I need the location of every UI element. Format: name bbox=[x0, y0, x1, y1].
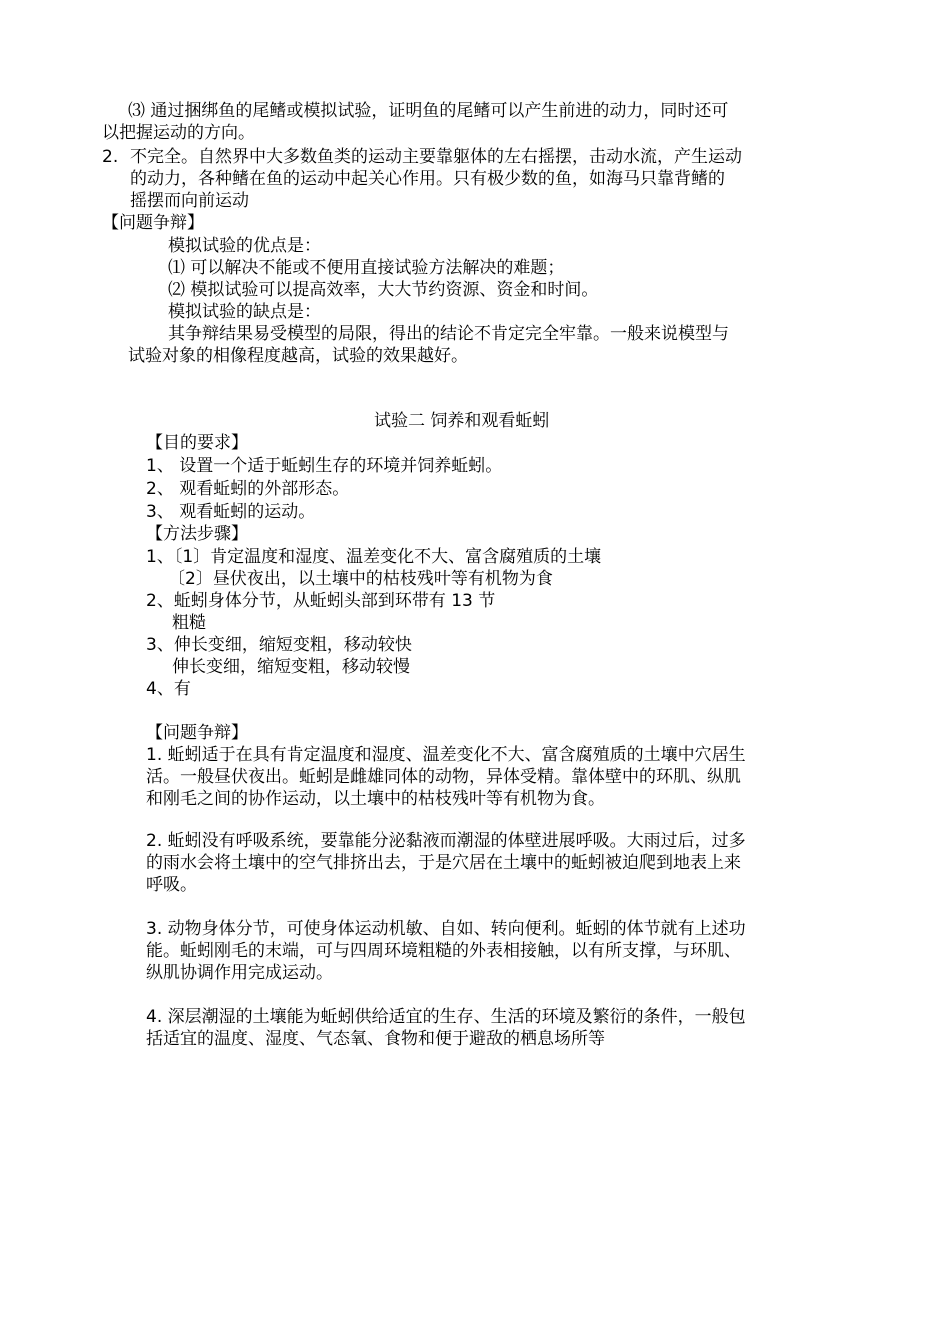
answer-4-line: 括适宜的温度、湿度、气态氧、食物和便于避敌的栖息场所等 bbox=[146, 1029, 605, 1049]
item2-line-3: 摇摆而向前运动 bbox=[130, 191, 249, 211]
item2-number: 2. bbox=[102, 147, 119, 167]
answer-2-line: 的雨水会将土壤中的空气排挤出去，于是穴居在土壤中的蚯蚓被迫爬到地表上来 bbox=[146, 853, 741, 873]
answer-1-line: 和刚毛之间的协作运动，以土壤中的枯枝残叶等有机物为食。 bbox=[146, 789, 605, 809]
advantage-2: ⑵ 模拟试验可以提高效率，大大节约资源、资金和时间。 bbox=[168, 280, 599, 300]
purpose-heading: 【目的要求】 bbox=[146, 433, 248, 453]
method-item: 2、蚯蚓身体分节，从蚯蚓头部到环带有 13 节 bbox=[146, 591, 496, 611]
method-item: 粗糙 bbox=[172, 613, 206, 633]
answer-2-line: 呼吸。 bbox=[146, 875, 197, 895]
answer-3-line: 纵肌协调作用完成运动。 bbox=[146, 963, 333, 983]
advantage-1: ⑴ 可以解决不能或不便用直接试验方法解决的难题； bbox=[168, 258, 565, 278]
answer-1-line: 1. 蚯蚓适于在具有肯定温度和湿度、温差变化不大、富含腐殖质的土壤中穴居生 bbox=[146, 745, 746, 765]
purpose-item: 3、 观看蚯蚓的运动。 bbox=[146, 502, 316, 522]
debate-heading-1: 【问题争辩】 bbox=[102, 213, 204, 233]
method-item: 伸长变细，缩短变粗，移动较慢 bbox=[172, 657, 410, 677]
answer-3-line: 能。蚯蚓刚毛的末端，可与四周环境粗糙的外表相接触，以有所支撑，与环肌、 bbox=[146, 941, 741, 961]
item3-line-1: ⑶ 通过捆绑鱼的尾鳍或模拟试验，证明鱼的尾鳍可以产生前进的动力，同时还可 bbox=[128, 101, 729, 121]
purpose-item: 1、 设置一个适于蚯蚓生存的环境并饲养蚯蚓。 bbox=[146, 456, 503, 476]
disadvantage-line-1: 其争辩结果易受模型的局限，得出的结论不肯定完全牢靠。一般来说模型与 bbox=[168, 324, 729, 344]
disadvantage-line-2: 试验对象的相像程度越高，试验的效果越好。 bbox=[128, 346, 468, 366]
method-heading: 【方法步骤】 bbox=[146, 524, 248, 544]
disadvantages-title: 模拟试验的缺点是： bbox=[168, 302, 321, 322]
debate-heading-2: 【问题争辩】 bbox=[146, 723, 248, 743]
item3-line-2: 以把握运动的方向。 bbox=[102, 123, 255, 143]
item2-line-1: 不完全。自然界中大多数鱼类的运动主要靠躯体的左右摇摆，击动水流，产生运动 bbox=[130, 147, 742, 167]
method-item: 1、〔1〕肯定温度和湿度、温差变化不大、富含腐殖质的土壤 bbox=[146, 547, 602, 567]
advantages-title: 模拟试验的优点是： bbox=[168, 236, 321, 256]
answer-2-line: 2. 蚯蚓没有呼吸系统，要靠能分泌黏液而潮湿的体壁进展呼吸。大雨过后，过多 bbox=[146, 831, 746, 851]
answer-4-line: 4. 深层潮湿的土壤能为蚯蚓供给适宜的生存、生活的环境及繁衍的条件，一般包 bbox=[146, 1007, 746, 1027]
method-item: 〔2〕昼伏夜出，以土壤中的枯枝残叶等有机物为食 bbox=[168, 569, 553, 589]
item2-line-2: 的动力，各种鳍在鱼的运动中起关心作用。只有极少数的鱼，如海马只靠背鳍的 bbox=[130, 169, 725, 189]
purpose-item: 2、 观看蚯蚓的外部形态。 bbox=[146, 479, 350, 499]
answer-3-line: 3. 动物身体分节，可使身体运动机敏、自如、转向便利。蚯蚓的体节就有上述功 bbox=[146, 919, 746, 939]
answer-1-line: 活。一般昼伏夜出。蚯蚓是雌雄同体的动物，异体受精。靠体壁中的环肌、纵肌 bbox=[146, 767, 741, 787]
section-title: 试验二 饲养和观看蚯蚓 bbox=[374, 411, 550, 431]
method-item: 4、有 bbox=[146, 679, 191, 699]
method-item: 3、伸长变细，缩短变粗，移动较快 bbox=[146, 635, 412, 655]
